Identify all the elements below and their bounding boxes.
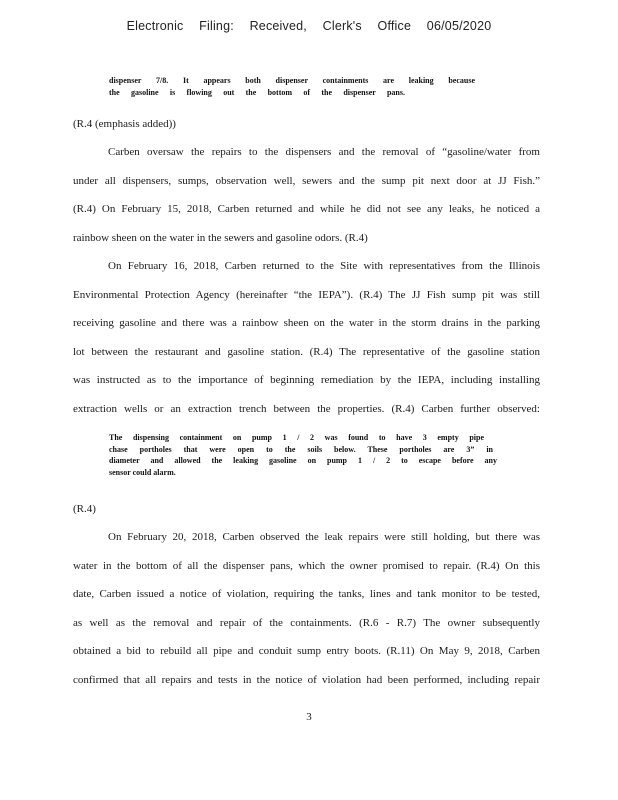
quote-line: dispenser 7/8. It appears both dispenser containments are leaking because	[109, 76, 475, 85]
block-quote	[109, 75, 504, 98]
paragraph-line: under all dispensers, sumps, observation well, sewers and the sump pit next door at JJ Fish.”	[73, 175, 540, 187]
paragraph-line: as well as the removal and repair of the containments. (R.6 - R.7) The owner subsequently	[73, 617, 540, 629]
block-quote	[109, 432, 504, 478]
paragraph-line: rainbow sheen on the water in the sewers and gasoline odors. (R.4)	[73, 232, 368, 244]
paragraph-line: On February 16, 2018, Carben returned to the Site with representatives from the Illinois	[108, 260, 540, 272]
paragraph-line: (R.4) On February 15, 2018, Carben returned and while he did not see any leaks, he noticed a	[73, 203, 540, 215]
paragraph-line: On February 20, 2018, Carben observed the leak repairs were still holding, but there was	[108, 531, 540, 543]
quote-line: diameter and allowed the leaking gasoline on pump 1 / 2 to escape before any	[109, 456, 497, 465]
paragraph-line: lot between the restaurant and gasoline station. (R.4) The representative of the gasoline station	[73, 346, 540, 358]
paragraph-line: Environmental Protection Agency (hereinafter “the IEPA”). (R.4) The JJ Fish sump pit was still	[73, 289, 540, 301]
citation: (R.4)	[73, 503, 96, 515]
filing-header: Electronic Filing: Received, Clerk's Office 06/05/2020	[126, 19, 492, 33]
quote-line: The dispensing containment on pump 1 / 2 was found to have 3 empty pipe	[109, 433, 484, 442]
page-number: 3	[306, 711, 312, 723]
paragraph-line: extraction wells or an extraction trench between the properties. (R.4) Carben further observed:	[73, 403, 540, 415]
paragraph-line: water in the bottom of all the dispenser pans, which the owner promised to repair. (R.4) On this	[73, 560, 540, 572]
paragraph-line: confirmed that all repairs and tests in the notice of violation had been performed, including repair	[73, 674, 540, 686]
paragraph-line: Carben oversaw the repairs to the dispensers and the removal of “gasoline/water from	[108, 146, 540, 158]
quote-line: chase portholes that were open to the soils below. These portholes are 3” in	[109, 444, 493, 454]
paragraph-line: obtained a bid to rebuild all pipe and conduit sump entry boots. (R.11) On May 9, 2018, Carben	[73, 645, 540, 657]
citation: (R.4 (emphasis added))	[73, 118, 176, 130]
quote-line: sensor could alarm.	[109, 467, 176, 477]
quote-line: the gasoline is flowing out the bottom of the dispenser pans.	[109, 87, 405, 97]
paragraph-line: date, Carben issued a notice of violation, requiring the tanks, lines and tank monitor to be tested,	[73, 588, 540, 600]
paragraph-line: was instructed as to the importance of beginning remediation by the IEPA, including installing	[73, 374, 540, 386]
paragraph-line: receiving gasoline and there was a rainbow sheen on the water in the storm drains in the parking	[73, 317, 540, 329]
